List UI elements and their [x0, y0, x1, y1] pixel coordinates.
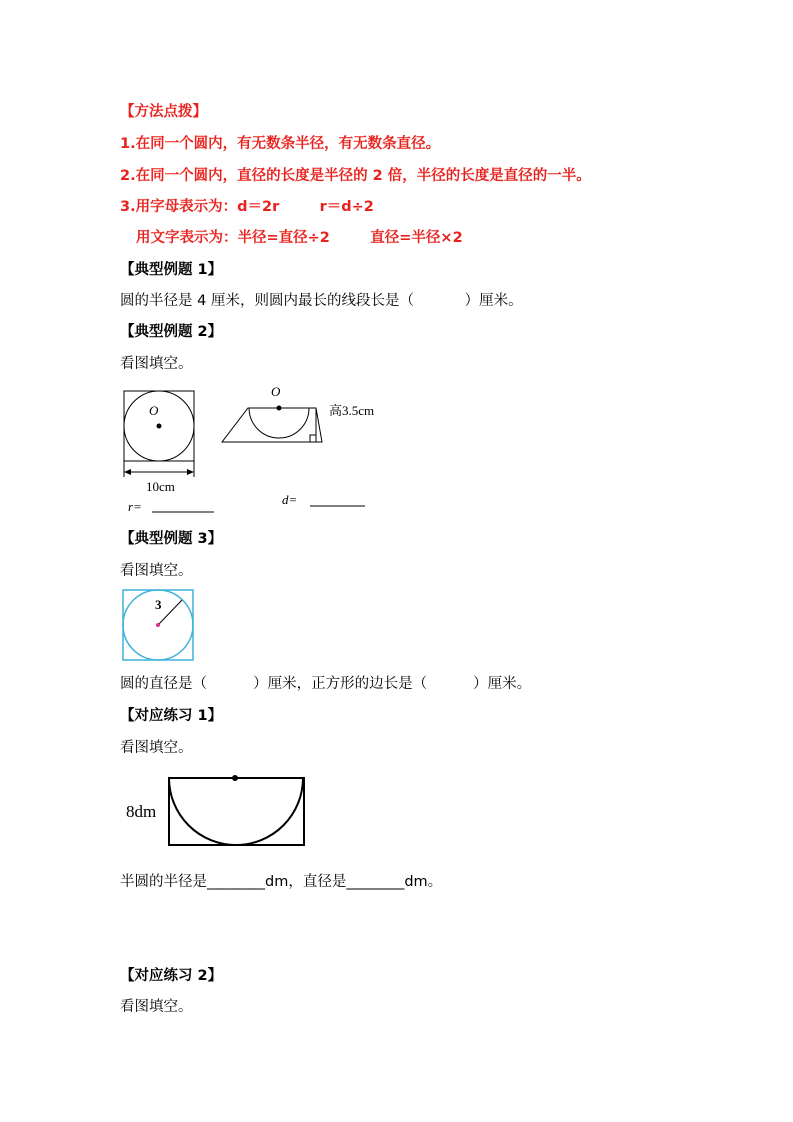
height-label: 8dm — [126, 802, 157, 821]
radius-line — [158, 600, 182, 625]
center-dot — [156, 623, 160, 627]
method-point-1: 1.在同一个圆内，有无数条半径，有无数条直径。 — [120, 136, 441, 152]
practice2-instruction: 看图填空。 — [120, 999, 193, 1015]
center-dot — [232, 775, 238, 781]
blue-circle-square-figure — [118, 585, 198, 665]
example1-heading: 【典型例题 1】 — [120, 262, 223, 278]
arrow-left — [124, 469, 131, 475]
center-dot — [157, 424, 162, 429]
method-point-4: 用文字表示为：半径=直径÷2 直径=半径×2 — [136, 230, 463, 246]
example2-instruction: 看图填空。 — [120, 356, 193, 372]
height-label: 高3.5cm — [329, 403, 375, 418]
right-angle-mark — [310, 435, 316, 442]
practice1-question: 半圆的半径是________dm，直径是________dm。 — [120, 874, 443, 890]
example3-question: 圆的直径是（ ）厘米，正方形的边长是（ ）厘米。 — [120, 676, 532, 692]
radius-label: 3 — [155, 597, 162, 612]
practice1-instruction: 看图填空。 — [120, 740, 193, 756]
example3-heading: 【典型例题 3】 — [120, 531, 223, 547]
method-heading: 【方法点拨】 — [120, 104, 207, 120]
example2-heading: 【典型例题 2】 — [120, 324, 223, 340]
practice2-heading: 【对应练习 2】 — [120, 968, 223, 984]
diameter-answer-label: d= — [282, 492, 298, 507]
center-label: O — [149, 403, 159, 418]
semicircle-rectangle-figure — [118, 770, 313, 852]
arrow-right — [187, 469, 194, 475]
example1-question: 圆的半径是 4 厘米，则圆内最长的线段长是（ ）厘米。 — [120, 293, 523, 309]
method-point-2: 2.在同一个圆内，直径的长度是半径的 2 倍，半径的长度是直径的一半。 — [120, 168, 591, 184]
radius-answer-label: r= — [128, 499, 142, 514]
example3-instruction: 看图填空。 — [120, 563, 193, 579]
width-label: 10cm — [146, 479, 175, 494]
semicircle-arc — [249, 408, 309, 438]
rectangle-outline — [169, 778, 304, 845]
center-label: O — [271, 384, 281, 399]
semicircle-arc — [169, 778, 303, 845]
semicircle-trapezoid-figure — [218, 378, 388, 518]
practice1-heading: 【对应练习 1】 — [120, 708, 223, 724]
circle-in-square-figure — [118, 385, 228, 520]
center-dot — [277, 406, 282, 411]
method-point-3: 3.用字母表示为：d＝2r r＝d÷2 — [120, 199, 374, 215]
